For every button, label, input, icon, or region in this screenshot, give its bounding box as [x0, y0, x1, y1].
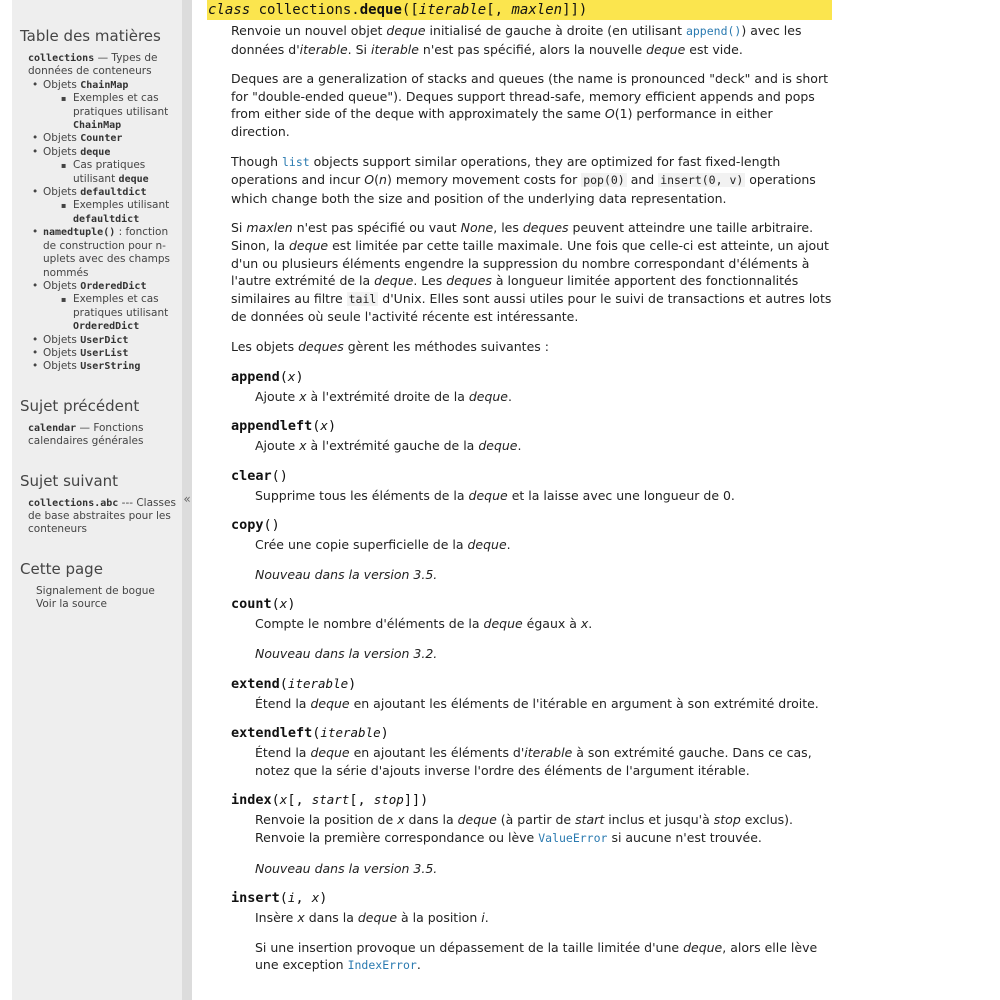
method-signature: index(x[, start[, stop]]): [231, 792, 429, 809]
method-description-overflow: Si une insertion provoque un dépassement de la taille limitée d'une deque, alors elle lève une exception IndexError.: [255, 939, 818, 973]
sig-module: collections.: [258, 2, 360, 18]
indexerror-link[interactable]: IndexError: [347, 958, 417, 973]
method-signature: appendleft(x): [231, 418, 337, 435]
toc-item[interactable]: • Objets UserList: [28, 347, 182, 360]
method-signature: extend(iterable): [231, 675, 357, 692]
toc-item[interactable]: • namedtuple() : fonction de construction pour n-uplets avec des champs nommés: [28, 226, 182, 280]
toc-item[interactable]: • Objets ChainMap ▪ Exemples et cas pratiques utilisant ChainMap: [28, 79, 182, 133]
view-source-link[interactable]: Voir la source: [36, 598, 107, 611]
prev-topic-link[interactable]: [20, 422, 182, 449]
method-extend: [231, 675, 832, 713]
prev-topic-code: calendar: [28, 422, 77, 434]
method-description: Étend la deque en ajoutant les éléments de l'itérable en argument à son extrémité droite.: [255, 695, 819, 711]
method-signature: clear(): [231, 467, 288, 484]
toc-subitem[interactable]: ▪ Exemples et cas pratiques utilisant ChainMap: [58, 92, 182, 132]
next-topic-code: collections.abc: [28, 497, 119, 509]
valueerror-link[interactable]: ValueError: [538, 831, 608, 846]
class-signature: [207, 0, 832, 20]
method-signature: append(x): [231, 368, 304, 385]
prev-topic-desc: — Fonctions calendaires générales: [28, 421, 144, 448]
toc-module-link[interactable]: [20, 52, 182, 79]
this-page-title: Cette page: [20, 559, 103, 578]
method-copy: [231, 516, 832, 583]
bug-report-link[interactable]: Signalement de bogue: [36, 584, 155, 597]
method-insert: [231, 889, 832, 975]
next-topic-title: Sujet suivant: [20, 471, 119, 490]
maxlen-paragraph: Si maxlen n'est pas spécifié ou vaut None, les deques peuvent atteindre une taille arbitraire. Sinon, la deque est limitée par cette taille maximale. Une fois que celle-ci est atteinte, un ajout d'un ou plusieurs éléments engendre la suppression du nombre correspondant d'éléments à l'autre extrémité de la deque. Les deques à longueur limitée apportent des fonctionnalités similaires au filtre tail d'Unix. Elles sont aussi utiles pour le suivi de transactions et autres lots de données où seule l'activité récente est intéressante.: [231, 220, 832, 325]
append-link[interactable]: append(): [685, 24, 742, 38]
toc-subitem[interactable]: ▪ Exemples et cas pratiques utilisant OrderedDict: [58, 293, 182, 333]
prev-topic-section: [20, 396, 182, 449]
toc-sublist: [43, 159, 182, 186]
sig-open: ([: [401, 2, 419, 18]
toc-subitem[interactable]: ▪ Exemples utilisant defaultdict: [58, 199, 182, 226]
toc-item[interactable]: • Objets UserString: [28, 360, 182, 373]
method-signature: copy(): [231, 517, 280, 534]
toc-item[interactable]: • Objets deque ▪ Cas pratiques utilisant deque: [28, 146, 182, 186]
generalization-paragraph: Deques are a generalization of stacks and queues (the name is pronounced "deck" and is short for "double-ended queue"). Deques support thread-safe, memory efficient appends and pops from either side of the deque with approximately the same O(1) performance in either direction.: [231, 71, 828, 139]
method-extendleft: [231, 724, 832, 779]
method-description: Ajoute x à l'extrémité droite de la deque.: [255, 388, 512, 404]
next-topic-section: [20, 471, 182, 537]
toc-module-desc: — Types de données de conteneurs: [28, 52, 158, 78]
sig-keyword: class: [208, 2, 251, 18]
prev-topic-title: Sujet précédent: [20, 396, 140, 415]
collapse-sidebar-button[interactable]: «: [183, 492, 191, 506]
next-topic-desc: --- Classes de base abstraites pour les conteneurs: [28, 496, 176, 536]
toc-section: [20, 26, 182, 374]
method-appendleft: [231, 417, 832, 455]
toc-item[interactable]: • Objets defaultdict ▪ Exemples utilisant defaultdict: [28, 186, 182, 226]
method-description: Renvoie la position de x dans la deque (à partir de start inclus et jusqu'à stop exclus). Renvoie la première correspondance ou lève ValueError si aucune n'est trouvée.: [255, 812, 794, 846]
method-description: Étend la deque en ajoutant les éléments d'iterable à son extrémité gauche. Dans ce cas, notez que la série d'ajouts inverse l'ordre des éléments de l'argument itérable.: [255, 745, 812, 778]
toc-item[interactable]: • Objets Counter: [28, 132, 182, 145]
sig-mid: [,: [486, 2, 512, 18]
version-note: Nouveau dans la version 3.2.: [255, 646, 438, 662]
toc-item[interactable]: • Objets OrderedDict ▪ Exemples et cas pratiques utilisant OrderedDict: [28, 280, 182, 334]
method-signature: insert(i, x): [231, 890, 328, 907]
insert-literal: insert(0, v): [660, 173, 744, 188]
method-clear: [231, 467, 832, 505]
sidebar: [12, 0, 182, 1000]
method-description: Crée une copie superficielle de la deque.: [255, 537, 511, 553]
toc-item[interactable]: • Objets UserDict: [28, 334, 182, 347]
toc-title: Table des matières: [20, 27, 161, 45]
pop-literal: pop(0): [583, 173, 625, 188]
main-content: [207, 0, 832, 987]
toc-sublist: [43, 92, 182, 132]
toc-list: [20, 79, 182, 374]
sig-arg-maxlen: maxlen: [511, 2, 563, 18]
method-signature: count(x): [231, 596, 296, 613]
method-description: Supprime tous les éléments de la deque et la laisse avec une longueur de 0.: [255, 487, 735, 503]
method-append: [231, 368, 832, 406]
toc-subitem[interactable]: ▪ Cas pratiques utilisant deque: [58, 159, 182, 186]
method-description: Compte le nombre d'éléments de la deque égaux à x.: [255, 616, 593, 632]
toc-module-code: collections: [28, 53, 95, 64]
toc-sublist: [43, 293, 182, 333]
sig-arg-iterable: iterable: [418, 2, 487, 18]
intro-paragraph: Renvoie un nouvel objet deque initialisé de gauche à droite (en utilisant append()) avec les données d'iterable. Si iterable n'est pas spécifié, alors la nouvelle deque est vide.: [231, 23, 802, 57]
method-signature: extendleft(iterable): [231, 725, 389, 742]
sig-close: ]]): [562, 2, 588, 18]
method-index: [231, 791, 832, 877]
list-comparison-paragraph: Though list objects support similar operations, they are optimized for fast fixed-length operations and incur O(n) memory movement costs for pop(0) and insert(0, v) operations which change both the size and position of the underlying data representation.: [231, 153, 816, 206]
toc-sublist: [43, 199, 182, 226]
sig-name: deque: [359, 2, 402, 18]
method-description: Ajoute x à l'extrémité gauche de la deque.: [255, 438, 522, 454]
this-page-section: [20, 559, 182, 612]
version-note: Nouveau dans la version 3.5.: [255, 860, 438, 876]
tail-literal: tail: [348, 291, 377, 306]
version-note: Nouveau dans la version 3.5.: [255, 566, 438, 582]
next-topic-link[interactable]: [20, 497, 182, 537]
methods-intro-paragraph: Les objets deques gèrent les méthodes suivantes :: [231, 338, 549, 354]
method-count: [231, 595, 832, 662]
list-link[interactable]: list: [281, 154, 310, 169]
method-description: Insère x dans la deque à la position i.: [255, 910, 489, 926]
